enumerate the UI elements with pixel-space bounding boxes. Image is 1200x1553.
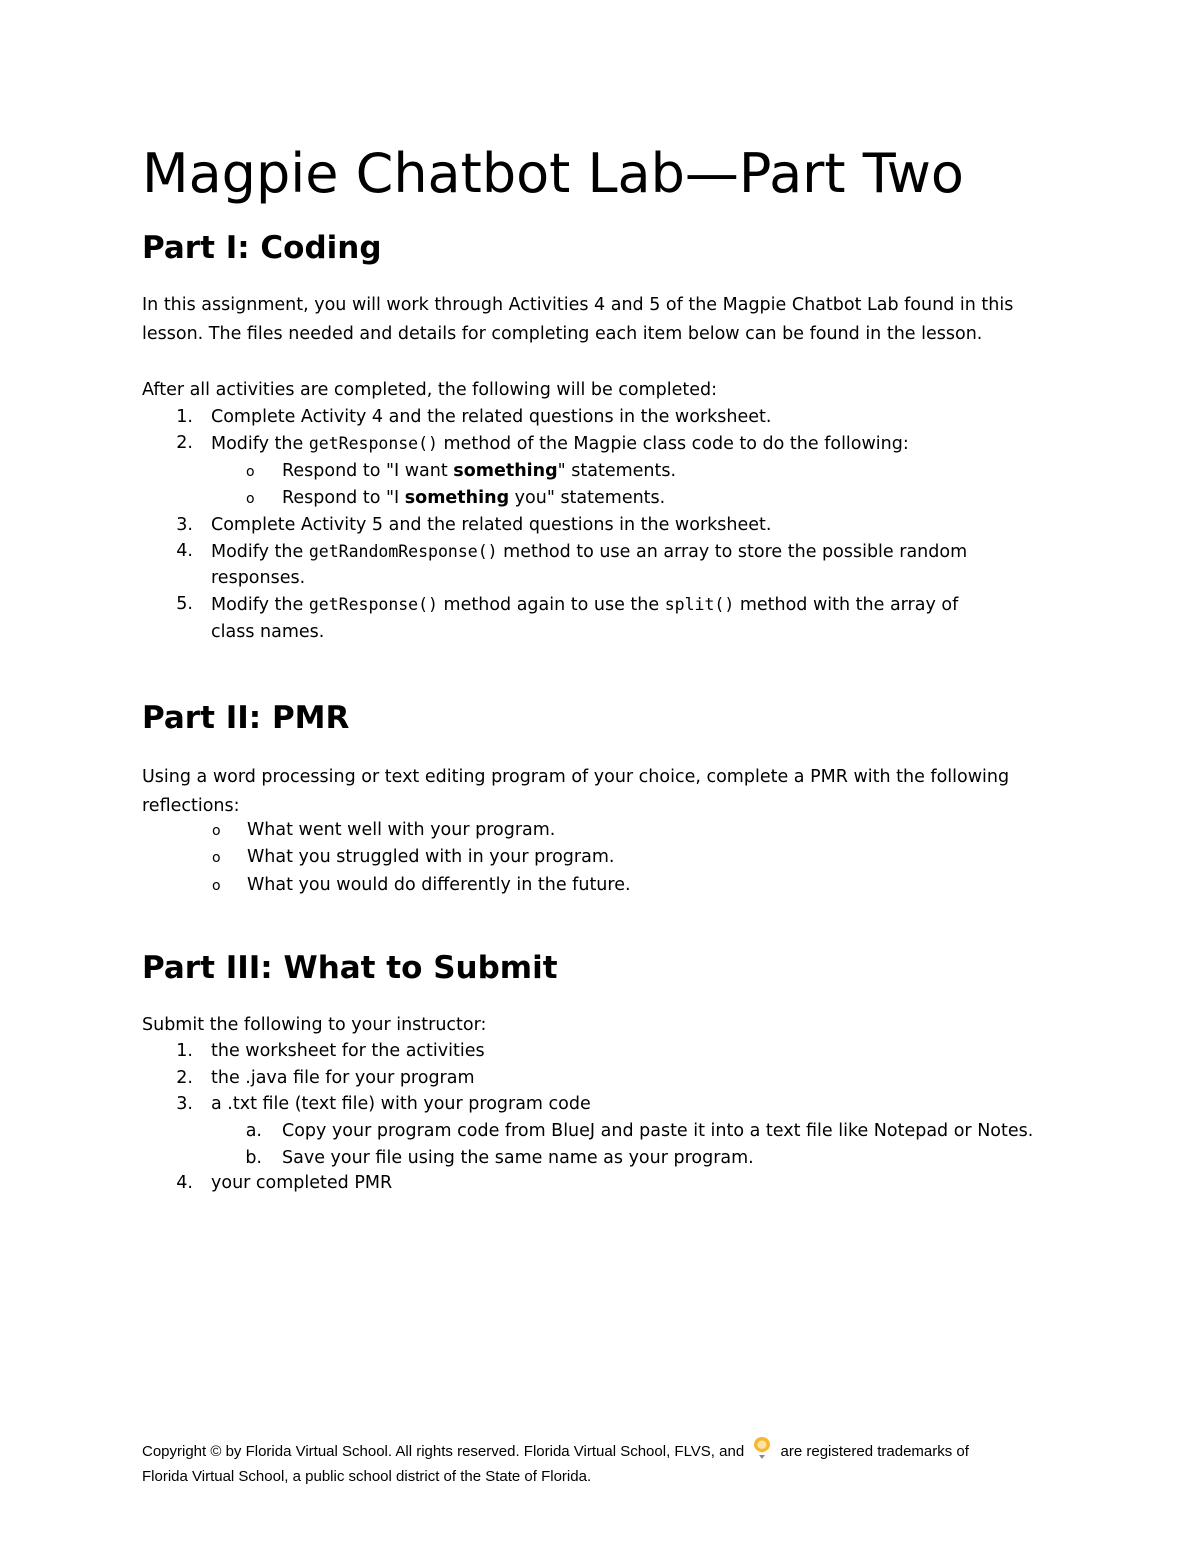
list-item: What went well with your program.: [247, 820, 556, 840]
document-title: Magpie Chatbot Lab—Part Two: [142, 142, 964, 205]
sub-bullet: o: [212, 823, 221, 839]
item-text: method to use an array to store the possible random: [497, 542, 968, 562]
list-item: Complete Activity 5 and the related questions in the worksheet.: [211, 515, 772, 535]
code-snippet: split(): [664, 595, 735, 614]
list-number: 3.: [176, 1094, 193, 1114]
item-text: you" statements.: [509, 488, 666, 508]
list-item: a .txt file (text file) with your program code: [211, 1094, 591, 1114]
sub-bullet: o: [212, 878, 221, 894]
part2-heading: Part II: PMR: [142, 700, 350, 736]
list-number: 4.: [176, 1173, 193, 1193]
sub-bullet: o: [246, 464, 255, 480]
list-item: [211, 591, 958, 619]
item-text: Modify the: [211, 542, 309, 562]
list-letter: a.: [245, 1121, 262, 1141]
part2-intro-line1: Using a word processing or text editing program of your choice, complete a PMR with the following: [142, 767, 1010, 787]
list-number: 5.: [176, 594, 193, 614]
part2-intro-line2: reflections:: [142, 796, 240, 816]
item-text: Respond to "I: [282, 488, 405, 508]
bold-text: something: [404, 488, 510, 508]
part1-lead: After all activities are completed, the following will be completed:: [142, 380, 718, 400]
sub-list-item: [282, 485, 665, 512]
list-item: the .java file for your program: [211, 1068, 475, 1088]
sub-list-item: Copy your program code from BlueJ and paste it into a text file like Notepad or Notes.: [282, 1121, 1034, 1141]
bold-text: something: [453, 461, 558, 481]
list-item: Complete Activity 4 and the related questions in the worksheet.: [211, 407, 772, 427]
list-item-continuation: responses.: [211, 568, 306, 588]
list-item: the worksheet for the activities: [211, 1041, 485, 1061]
flvs-logo-icon: [752, 1436, 772, 1460]
footer-text: Copyright © by Florida Virtual School. All rights reserved. Florida Virtual School, FLVS, and: [142, 1443, 745, 1460]
part1-intro-line2: lesson. The files needed and details for completing each item below can be found in the lesson.: [142, 324, 983, 344]
item-text: " statements.: [557, 461, 677, 481]
list-number: 2.: [176, 433, 193, 453]
part1-intro: [142, 291, 1062, 349]
footer-text: are registered trademarks of: [780, 1443, 969, 1460]
list-item: What you would do differently in the future.: [247, 875, 631, 895]
list-item: [211, 430, 909, 458]
code-snippet: getResponse(): [308, 434, 438, 453]
part2-intro: [142, 763, 1062, 821]
item-text: Modify the: [211, 595, 309, 615]
list-letter: b.: [245, 1148, 262, 1168]
part3-lead: Submit the following to your instructor:: [142, 1015, 487, 1035]
footer-text-line2: Florida Virtual School, a public school district of the State of Florida.: [142, 1468, 592, 1485]
sub-list-item: [282, 458, 676, 485]
sub-bullet: o: [246, 491, 255, 507]
code-snippet: getRandomResponse(): [308, 542, 498, 561]
list-number: 2.: [176, 1068, 193, 1088]
sub-bullet: o: [212, 850, 221, 866]
sub-list-item: Save your file using the same name as your program.: [282, 1148, 754, 1168]
part1-heading: Part I: Coding: [142, 230, 382, 266]
part3-heading: Part III: What to Submit: [142, 950, 558, 986]
code-snippet: getResponse(): [308, 595, 438, 614]
item-text: Modify the: [211, 434, 309, 454]
item-text: method again to use the: [437, 595, 665, 615]
item-text: Respond to "I want: [282, 461, 454, 481]
item-text: method of the Magpie class code to do the following:: [437, 434, 909, 454]
part1-intro-line1: In this assignment, you will work through Activities 4 and 5 of the Magpie Chatbot Lab found in this: [142, 295, 1014, 315]
list-number: 1.: [176, 1041, 193, 1061]
list-number: 4.: [176, 541, 193, 561]
item-text: method with the array of: [734, 595, 959, 615]
list-item: your completed PMR: [211, 1173, 393, 1193]
list-item: What you struggled with in your program.: [247, 847, 615, 867]
copyright-footer: [142, 1436, 1042, 1489]
list-item: [211, 538, 967, 566]
list-item-continuation: class names.: [211, 622, 325, 642]
list-number: 3.: [176, 515, 193, 535]
list-number: 1.: [176, 407, 193, 427]
